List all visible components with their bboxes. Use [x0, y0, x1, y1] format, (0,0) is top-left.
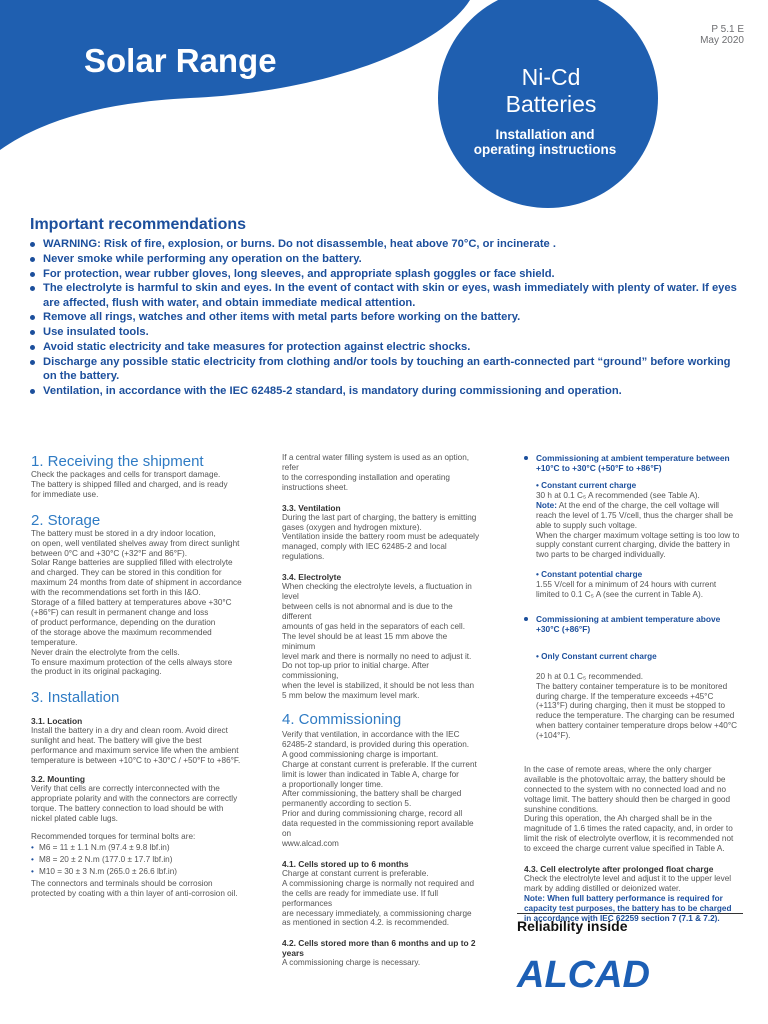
section-commissioning-text: Verify that ventilation, in accordance with the IEC 62485-2 standard, is provided during this operation. A good commissioning charge is important. Charge at constant current is preferable. If the current limit is lower than indicated in Table A, charge for a proportionally longer time. After commissioning, the battery shall be charged permanently according to section 5. Prior and during commissioning charge, record all data requested in the commissioning report available on www.alcad.com [282, 730, 477, 848]
section-installation-title: 3. Installation [31, 689, 120, 707]
only-constant-current-title: • Only Constant current charge [536, 652, 740, 662]
subsection-stored6-title: 4.1. Cells stored up to 6 months [282, 858, 409, 869]
only-constant-current-text: 20 h at 0.1 C₅ recommended. The battery container temperature is to be monitored during charge. If the temperature exceeds +45°C (+113°F) during charging, then it must be stopped to reduce the temperature. The charging can be resumed when battery container temperature drops below +40°C (+104°F). [536, 671, 738, 741]
subsection-electrolyte-title: 3.4. Electrolyte [282, 572, 342, 583]
constant-current-note [536, 501, 740, 560]
constant-potential-block [524, 570, 740, 600]
important-item: For protection, wear rubber gloves, long sleeves, and appropriate splash goggles or face shield. [30, 267, 742, 281]
important-item: Never smoke while performing any operation on the battery. [30, 252, 742, 266]
float-note: Note: When full battery performance is required for capacity test purposes, the battery has to be charged in accordance with IEC 62259 section 7 (7.1 & 7.2). [524, 893, 732, 923]
subsection-stored6plus-title: 4.2. Cells stored more than 6 months and up to 2 years [282, 938, 476, 959]
important-item: Ventilation, in accordance with the IEC 62485-2 standard, is mandatory during commissioning and operation. [30, 384, 742, 398]
column-middle [282, 453, 482, 968]
section-storage-title: 2. Storage [31, 511, 101, 529]
important-item: Use insulated tools. [30, 325, 742, 339]
subsection-ventilation-title: 3.3. Ventilation [282, 502, 341, 513]
alcad-logo: ALCAD [517, 954, 650, 996]
ref-code: P 5.1 E [711, 24, 744, 35]
subsection-stored6-text: Charge at constant current is preferable. A commissioning charge is normally not required and the cells are ready for immediate use. If full performances are necessary immediately, a commissioning charge as mentioned in section 4.2. is recommended. [282, 868, 475, 928]
column-right [524, 453, 740, 924]
important-item: Avoid static electricity and take measures for protection against electric shocks. [30, 340, 742, 354]
torque-item: • M6 = 11 ± 1.1 N.m (97.4 ± 9.8 lbf.in) [31, 843, 266, 853]
subsection-stored6plus-text: A commissioning charge is necessary. [282, 958, 421, 968]
torque-item: • M8 = 20 ± 2 N.m (177.0 ± 17.7 lbf.in) [31, 855, 266, 865]
torque-item: • M10 = 30 ± 3 N.m (265.0 ± 26.6 lbf.in) [31, 867, 266, 877]
section-storage-text: The battery must be stored in a dry indoor location, on open, well ventilated shelves away from direct sunlight between 0°C and +30°C (+32°F and 86°F). Solar Range batteries are supplied filled with electrolyte and charged. They can be stored in this condition for maximum 24 months from date of shipment in accordance with the recommendations set forth in this I&O. Storage of a filled battery at temperatures above +30°C (+86°F) can result in permanent change and loss of product performance, depending on the duration of the storage above the maximum recommended temperature. Never drain the electrolyte from the cells. To ensure maximum protection of the cells always store the product in its original packaging. [31, 528, 242, 677]
important-item: Remove all rings, watches and other items with metal parts before working on the battery. [30, 310, 742, 324]
constant-potential-title: • Constant potential charge [536, 570, 740, 580]
commissioning-ambient-high-title: Commissioning at ambient temperature above +30°C (+86°F) [524, 614, 740, 634]
subsection-mounting-title: 3.2. Mounting [31, 773, 85, 784]
important-item: WARNING: Risk of fire, explosion, or burns. Do not disassemble, heat above 70°C, or incinerate . [30, 237, 742, 251]
subsection-electrolyte-text: When checking the electrolyte levels, a fluctuation in level between cells is not abnormal and is due to the different amounts of gas held in the separators of each cell. The level should be at least 15 mm above the minimum level mark and there is normally no need to adjust it. Do not top-up prior to initial charge. After commissioning, when the level is stabilized, it should be not less than 5 mm below the maximum level mark. [282, 582, 475, 701]
important-item: Discharge any possible static electricity from clothing and/or tools by touching an earth-connected part “ground” before working on the battery. [30, 355, 742, 383]
subsection-location-title: 3.1. Location [31, 716, 83, 727]
column-left [31, 453, 266, 899]
remote-areas-text: In the case of remote areas, where the only charger available is the photovoltaic array, the battery should be connected to the system with no connected load and no voltage limit. The battery should then be charged in good sunshine conditions. During this operation, the Ah charged shall be in the magnitude of 1.6 times the rated capacity, and, in order to limit the risk of electrolyte overflow, it is recommended not to exceed the charge current value specified in Table A. [524, 764, 734, 854]
only-constant-current-block [524, 642, 740, 751]
connector-text: The connectors and terminals should be corrosion protected by coating with a thin layer of anti-corrosion oil. [31, 879, 238, 899]
section-commissioning-title: 4. Commissioning [282, 711, 402, 729]
section-receiving-text: Check the packages and cells for transport damage. The battery is shipped filled and charged, and is ready for immediate use. [31, 470, 228, 499]
subsection-float-text: Check the electrolyte level and adjust it to the upper level mark by adding distilled or deionized water. [524, 874, 732, 893]
note-label: Note: [536, 500, 557, 510]
note-text: At the end of the charge, the cell voltage will reach the level of 1.75 V/cell, thus the charger shall be able to supply such voltage. When the charger maximum voltage setting is too low to supply constant current charging, divide the battery in two parts to be charged individually. [536, 500, 740, 560]
important-item: The electrolyte is harmful to skin and eyes. In the event of contact with skin or eyes, wash immediately with plenty of water. If eyes are affected, flush with water, and obtain immediate medical attention. [30, 281, 742, 309]
constant-current-text: 30 h at 0.1 C₅ A recommended (see Table A). [536, 490, 700, 500]
commissioning-ambient-normal-title: Commissioning at ambient temperature between +10°C to +30°C (+50°F to +86°F) [524, 453, 740, 473]
ref-date: May 2020 [700, 35, 744, 46]
subsection-float-title: 4.3. Cell electrolyte after prolonged float charge [524, 864, 714, 875]
important-title: Important recommendations [30, 216, 247, 233]
subsection-location-text: Install the battery in a dry and clean room. Avoid direct sunlight and heat. The battery will give the best performance and maximum service life when the ambient temperature is between +10°C to +30°C / +50°F to +86°F. [31, 726, 241, 766]
document-reference [700, 24, 744, 46]
header-banner [0, 0, 768, 220]
subsection-ventilation-text: During the last part of charging, the battery is emitting gases (oxygen and hydrogen mixture). Ventilation inside the battery room must be adequately managed, comply with IEC 62485-2 and local regulations. [282, 512, 480, 562]
important-list [30, 237, 742, 399]
page-title: Solar Range [84, 42, 277, 79]
tagline: Reliability inside [517, 913, 743, 934]
constant-potential-text: 1.55 V/cell for a minimum of 24 hours with current limited to 0.1 C₅ A (see the current in Table A). [536, 580, 717, 600]
torque-list [31, 843, 266, 877]
section-receiving-title: 1. Receiving the shipment [31, 453, 204, 470]
product-name: Ni-Cd Batteries [505, 64, 597, 117]
document-type: Installation and operating instructions [473, 127, 617, 157]
subsection-mounting-text: Verify that cells are correctly interconnected with the appropriate polarity and with the connectors are correctly torque. The battery connection to load should be with nickel plated cable lugs. [31, 783, 238, 823]
constant-current-title: • Constant current charge [536, 481, 740, 491]
water-system-text: If a central water filling system is used as an option, refer to the corresponding installation and operating instructions sheet. [282, 453, 470, 492]
constant-current-block [524, 481, 740, 560]
torque-intro: Recommended torques for terminal bolts are: [31, 831, 196, 841]
